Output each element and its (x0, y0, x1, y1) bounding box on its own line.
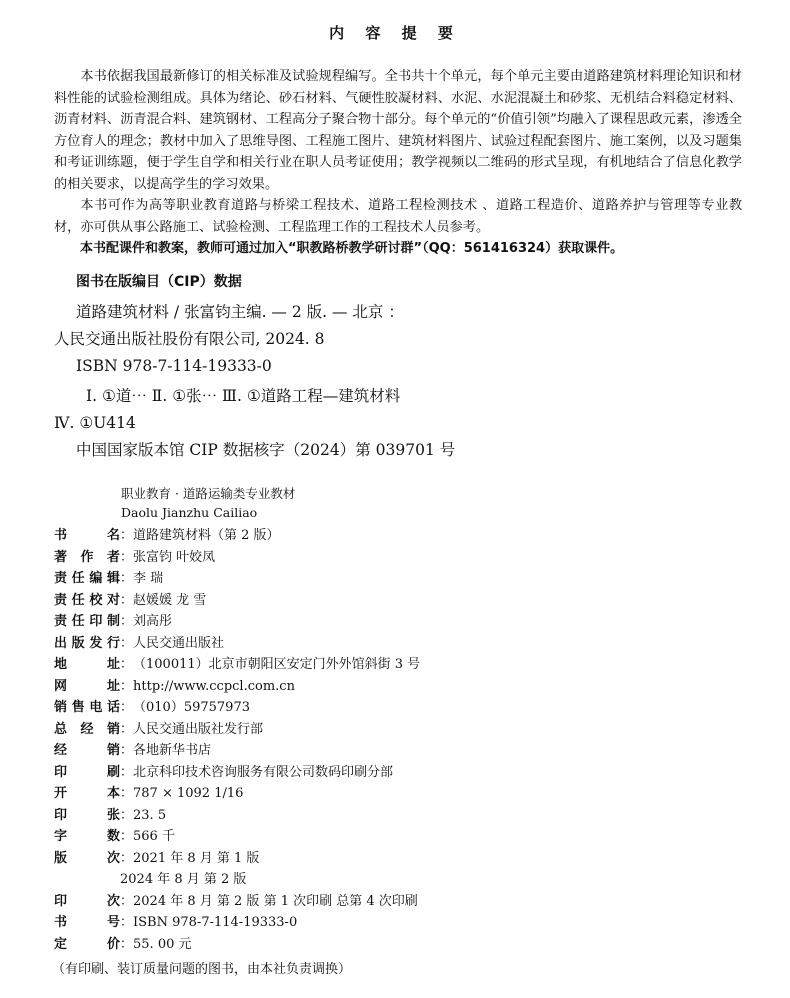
info-value: 刘高彤 (133, 614, 173, 629)
cip-line-classification: Ⅰ. ①道⋯ Ⅱ. ①张⋯ Ⅲ. ①道路工程—建筑材料 (86, 387, 401, 405)
info-label: 责任编辑 (54, 571, 120, 586)
info-row-price: 定价：55. 00 元 (54, 934, 192, 955)
info-label: 印张 (54, 807, 120, 823)
info-label: 地址 (54, 657, 120, 672)
quality-notice: （有印刷、装订质量问题的图书，由本社负责调换） (52, 962, 352, 977)
info-row-isbn: 书号：ISBN 978-7-114-19333-0 (54, 912, 297, 933)
info-label: 责任印制 (54, 614, 120, 629)
info-row-printer: 印刷：北京科印技术咨询服务有限公司数码印刷分部 (54, 762, 393, 783)
courseware-note: 本书配课件和教案，教师可通过加入“职教路桥教学研讨群”（QQ：561416324）获取课件。 (80, 241, 624, 256)
info-value: http://www.ccpcl.com.cn (133, 678, 295, 694)
cip-heading: 图书在版编目（CIP）数据 (76, 274, 242, 290)
info-value: 道路建筑材料（第 2 版） (133, 528, 280, 543)
info-value: 23. 5 (133, 807, 167, 823)
info-row-proofreader: 责任校对：赵媛媛 龙 雪 (54, 590, 206, 611)
info-row-website: 网址：http://www.ccpcl.com.cn (54, 676, 295, 697)
cip-line-title: 道路建筑材料 / 张富钧主编. — 2 版. — 北京 ： (76, 303, 404, 321)
info-label: 销售电话 (54, 700, 120, 715)
info-row-edition: 版次：2021 年 8 月 第 1 版 (54, 848, 259, 869)
info-label: 印次 (54, 893, 120, 909)
info-value: 2024 年 8 月 第 2 版 (120, 872, 247, 887)
info-value: ISBN 978-7-114-19333-0 (133, 915, 298, 930)
page-title: 内 容 提 要 (329, 24, 461, 42)
info-row-format: 开本：787 × 1092 1/16 (54, 783, 243, 804)
abstract-section (54, 66, 742, 260)
info-label: 字数 (54, 829, 120, 844)
info-value: 赵媛媛 龙 雪 (133, 592, 207, 608)
info-value: 2024 年 8 月 第 2 版 第 1 次印刷 总第 4 次印刷 (133, 893, 418, 909)
info-label: 经销 (54, 743, 120, 758)
info-value: 787 × 1092 1/16 (133, 786, 244, 801)
info-label: 责任校对 (54, 592, 120, 608)
cip-line-call-number: Ⅳ. ①U414 (54, 414, 136, 432)
info-label: 著作者 (54, 549, 120, 565)
cip-line-publisher: 人民交通出版社股份有限公司, 2024. 8 (54, 330, 325, 348)
info-row-impression: 印次：2024 年 8 月 第 2 版 第 1 次印刷 总第 4 次印刷 (54, 891, 418, 912)
cip-line-verification: 中国国家版本馆 CIP 数据核字（2024）第 039701 号 (76, 441, 456, 459)
info-value: 人民交通出版社 (133, 635, 225, 651)
info-row-general-distributor: 总经销：人民交通出版社发行部 (54, 719, 263, 740)
info-row-editor: 责任编辑：李 瑞 (54, 568, 163, 589)
info-row-address: 地址：（100011）北京市朝阳区安定门外外馆斜街 3 号 (54, 654, 420, 675)
cip-line-isbn: ISBN 978-7-114-19333-0 (76, 357, 272, 375)
abstract-paragraph-1: 本书依据我国最新修订的相关标准及试验规程编写。全书共十个单元，每个单元主要由道路建筑材料理论知识和材料性能的试验检测组成。具体为绪论、砂石材料、气硬性胶凝材料、水泥、水泥混凝土和砂浆、无机结合料稳定材料、沥青材料、沥青混合料、建筑钢材、工程高分子聚合物十部分。每个单元的“价值引领”均融入了课程思政元素，渗透全方位育人的理念；教材中加入了思维导图、工程施工图片、建筑材料图片、试验过程配套图片、施工案例，以及习题集和考证训练题，便于学生自学和相关行业在职人员考证使用；教学视频以二维码的形式呈现，有机地结合了信息化教学的相关要求，以提高学生的学习效果。 (54, 69, 742, 192)
title-pinyin: Daolu Jianzhu Cailiao (121, 505, 258, 520)
info-value: 人民交通出版社发行部 (133, 721, 264, 737)
info-label: 版次 (54, 850, 120, 866)
info-value: （100011）北京市朝阳区安定门外外馆斜街 3 号 (133, 657, 421, 672)
info-value: 张富钧 叶姣凤 (133, 549, 216, 565)
info-label: 书号 (54, 915, 120, 930)
info-value: 2021 年 8 月 第 1 版 (133, 850, 260, 866)
info-row-title: 书名：道路建筑材料（第 2 版） (54, 525, 280, 546)
info-label: 定价 (54, 936, 120, 952)
info-value: 55. 00 元 (133, 936, 192, 952)
info-row-word-count: 字数：566 千 (54, 826, 175, 847)
info-label: 出版发行 (54, 635, 120, 651)
info-value: （010）59757973 (133, 700, 250, 715)
info-row-author: 著作者：张富钧 叶姣凤 (54, 547, 215, 568)
info-label: 总经销 (54, 721, 120, 737)
info-label: 网址 (54, 678, 120, 694)
info-label: 书名 (54, 528, 120, 543)
info-label: 开本 (54, 786, 120, 801)
series-info (121, 484, 295, 522)
series-name: 职业教育 · 道路运输类专业教材 (121, 486, 296, 501)
info-value: 北京科印技术咨询服务有限公司数码印刷分部 (133, 764, 394, 780)
info-row-publisher: 出版发行：人民交通出版社 (54, 633, 224, 654)
info-value: 566 千 (133, 829, 175, 844)
info-row-distributor: 经销：各地新华书店 (54, 740, 211, 761)
info-row-printed-sheets: 印张：23. 5 (54, 805, 166, 826)
info-value: 各地新华书店 (133, 743, 212, 758)
info-label: 印刷 (54, 764, 120, 780)
info-row-printing-supervisor: 责任印制：刘高彤 (54, 611, 172, 632)
info-row-edition-2 (54, 869, 246, 890)
info-value: 李 瑞 (133, 571, 164, 586)
info-row-sales-phone: 销售电话：（010）59757973 (54, 697, 250, 718)
abstract-paragraph-2: 本书可作为高等职业教育道路与桥梁工程技术、道路工程检测技术 、道路工程造价、道路养护与管理等专业教材，亦可供从事公路施工、试验检测、工程监理工作的工程技术人员参考。 (54, 198, 742, 235)
